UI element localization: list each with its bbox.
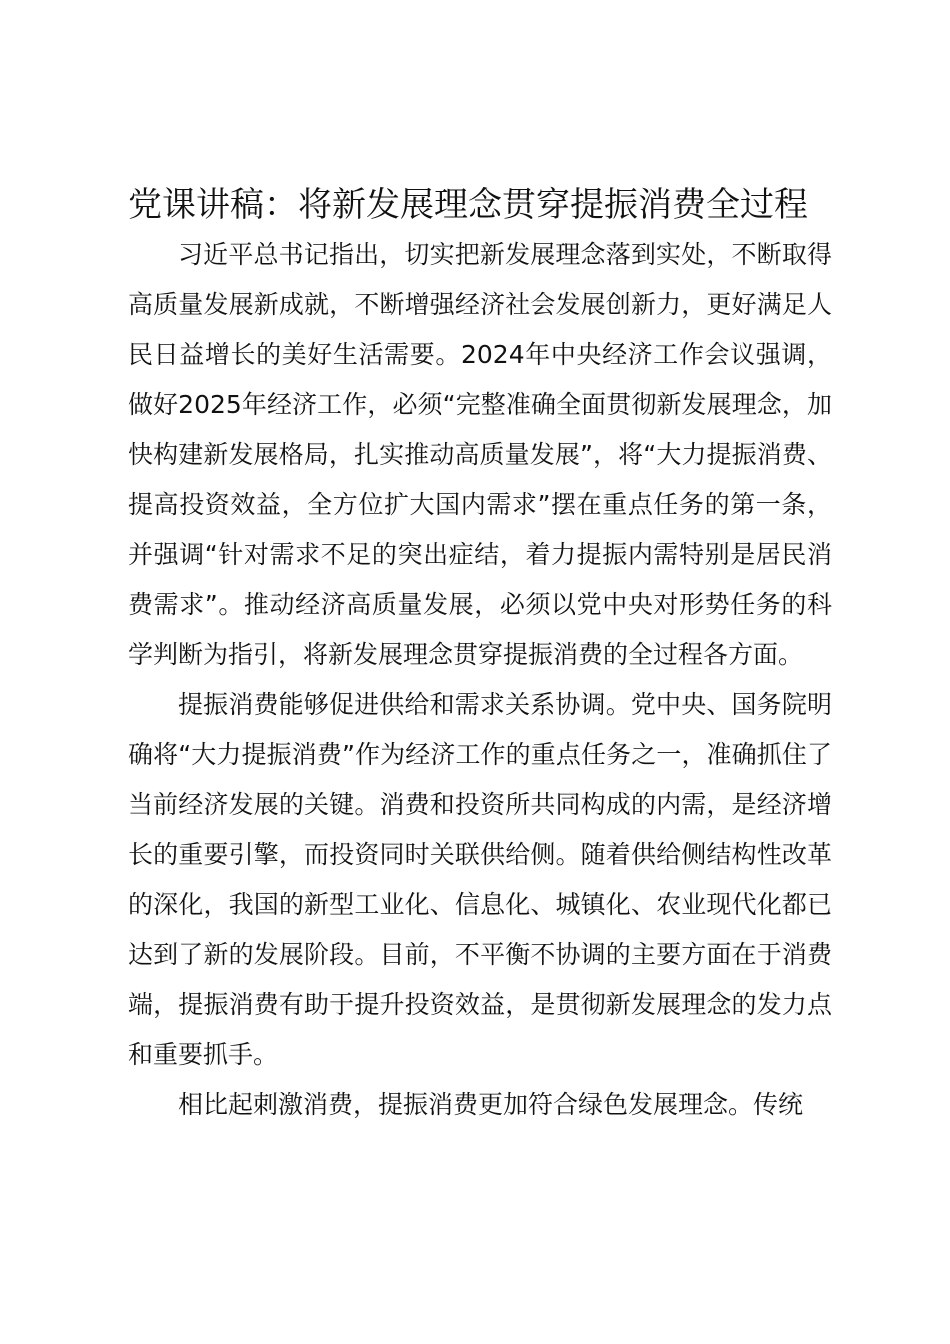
paragraph-3: 相比起刺激消费，提振消费更加符合绿色发展理念。传统 xyxy=(178,1090,804,1119)
paragraph-2: 提振消费能够促进供给和需求关系协调。党中央、国务院明确将“大力提振消费”作为经济工作的重点任务之一，准确抓住了当前经济发展的关键。消费和投资所共同构成的内需，是经济增长的重要引擎，而投资同时关联供给侧。随着供给侧结构性改革的深化，我国的新型工业化、信息化、城镇化、农业现代化都已达到了新的发展阶段。目前，不平衡不协调的主要方面在于消费端，提振消费有助于提升投资效益，是贯彻新发展理念的发力点和重要抓手。 xyxy=(128,690,832,1069)
document-title: 党课讲稿：将新发展理念贯穿提振消费全过程 xyxy=(128,185,808,225)
paragraph-1: 习近平总书记指出，切实把新发展理念落到实处，不断取得高质量发展新成就，不断增强经济社会发展创新力，更好满足人民日益增长的美好生活需要。2024年中央经济工作会议强调，做好2025年经济工作，必须“完整准确全面贯彻新发展理念，加快构建新发展格局，扎实推动高质量发展”，将“大力提振消费、提高投资效益，全方位扩大国内需求”摆在重点任务的第一条，并强调“针对需求不足的突出症结，着力提振内需特别是居民消费需求”。推动经济高质量发展，必须以党中央对形势任务的科学判断为指引，将新发展理念贯穿提振消费的全过程各方面。 xyxy=(128,240,832,669)
document-page xyxy=(128,180,832,1130)
